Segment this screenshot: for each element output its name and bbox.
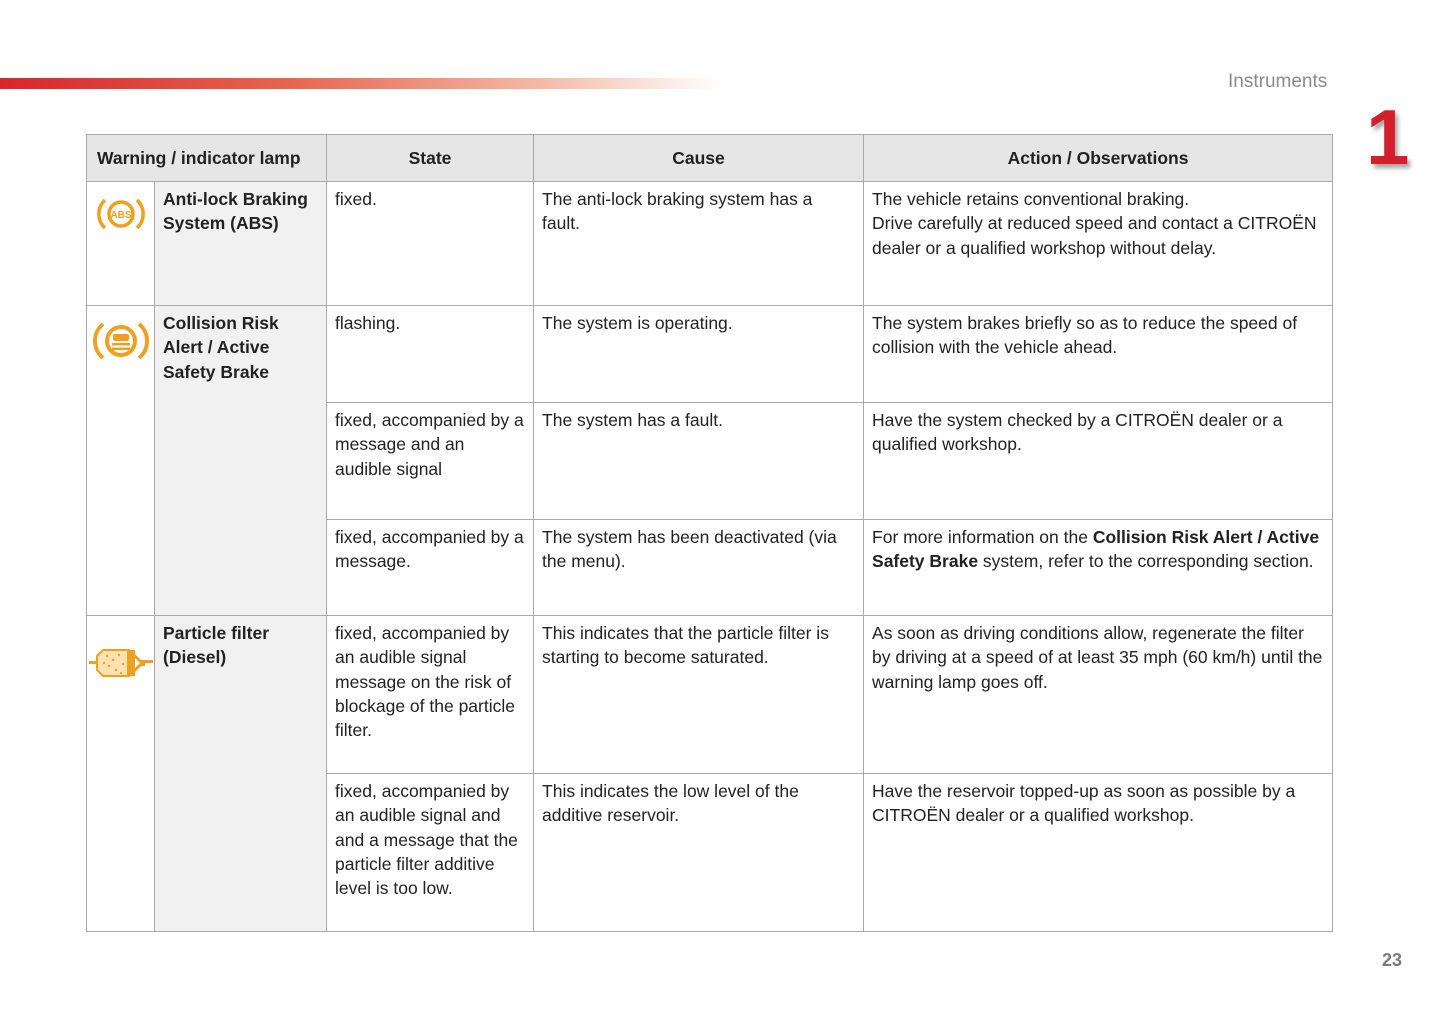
column-header: State	[327, 135, 534, 182]
lamp-name: Collision Risk Alert / Active Safety Brake	[155, 306, 327, 616]
action-cell: Have the system checked by a CITROËN dealer or a qualified workshop.	[864, 403, 1333, 520]
lamp-icon-cell	[87, 182, 155, 306]
cause-cell: The system is operating.	[534, 306, 864, 403]
lamp-name: Particle filter (Diesel)	[155, 616, 327, 932]
action-text: system, refer to the corresponding section.	[978, 551, 1314, 572]
table-row	[87, 306, 1333, 403]
column-header: Action / Observations	[864, 135, 1333, 182]
action-cell	[864, 182, 1333, 306]
state-cell: fixed, accompanied by a message and an audible signal	[327, 403, 534, 520]
lamp-icon-cell	[87, 616, 155, 932]
warning-lamp-table	[86, 134, 1333, 932]
action-cell: Have the reservoir topped-up as soon as possible by a CITROËN dealer or a qualified workshop.	[864, 774, 1333, 932]
particle-filter-icon	[89, 646, 153, 680]
state-cell: flashing.	[327, 306, 534, 403]
lamp-name: Anti-lock Braking System (ABS)	[155, 182, 327, 306]
state-cell: fixed.	[327, 182, 534, 306]
table-header-row	[87, 135, 1333, 182]
action-text: For more information on the	[872, 527, 1093, 547]
action-line: Drive carefully at reduced speed and contact a CITROËN dealer or a qualified workshop without delay.	[872, 213, 1317, 258]
collision-alert-icon	[93, 318, 149, 364]
table-row	[87, 616, 1333, 774]
column-header: Warning / indicator lamp	[87, 135, 327, 182]
state-cell: fixed, accompanied by an audible signal and and a message that the particle filter additive level is too low.	[327, 774, 534, 932]
column-header: Cause	[534, 135, 864, 182]
cause-cell: This indicates that the particle filter is starting to become saturated.	[534, 616, 864, 774]
action-bold-text: Collision Risk Alert / Active Safety Brake	[872, 527, 1320, 572]
action-cell	[864, 520, 1333, 616]
cause-cell: The anti-lock braking system has a fault.	[534, 182, 864, 306]
state-cell: fixed, accompanied by a message.	[327, 520, 534, 616]
abs-icon	[96, 194, 146, 234]
cause-cell: The system has a fault.	[534, 403, 864, 520]
table-row	[87, 182, 1333, 306]
action-line: The vehicle retains conventional braking.	[872, 189, 1190, 209]
cause-cell: This indicates the low level of the additive reservoir.	[534, 774, 864, 932]
header-gradient-bar	[0, 78, 720, 89]
action-cell: The system brakes briefly so as to reduce the speed of collision with the vehicle ahead.	[864, 306, 1333, 403]
section-title: Instruments	[1228, 71, 1328, 92]
cause-cell: The system has been deactivated (via the menu).	[534, 520, 864, 616]
lamp-icon-cell	[87, 306, 155, 616]
page-number: 23	[1382, 950, 1403, 970]
action-cell: As soon as driving conditions allow, regenerate the filter by driving at a speed of at least 35 mph (60 km/h) until the warning lamp goes off.	[864, 616, 1333, 774]
state-cell: fixed, accompanied by an audible signal message on the risk of blockage of the particle filter.	[327, 616, 534, 774]
svg-text:ABS: ABS	[109, 210, 132, 221]
chapter-number: 1	[1366, 93, 1410, 181]
